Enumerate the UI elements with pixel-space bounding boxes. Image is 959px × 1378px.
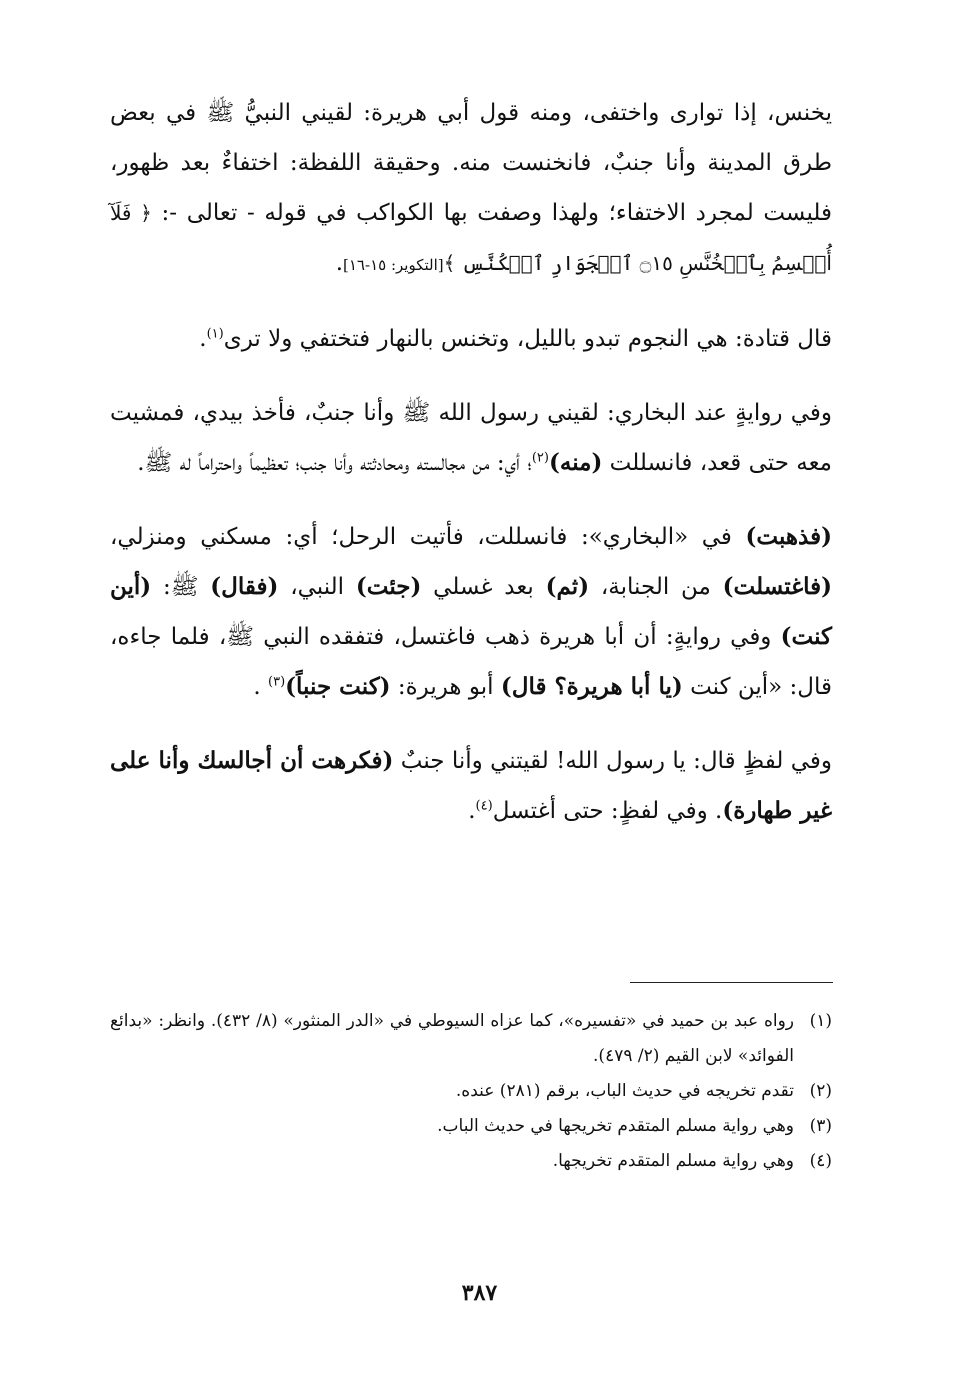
punctuation: . — [468, 798, 476, 824]
footnote-marker[interactable]: (٤) — [475, 798, 493, 814]
footnote-item — [110, 1144, 832, 1179]
paragraph-text: قال قتادة: هي النجوم تبدو بالليل، وتخنس بالنهار فتختفي ولا ترى — [223, 326, 832, 352]
paragraph-text: من الجنابة، — [600, 574, 711, 600]
punctuation: . — [335, 250, 344, 276]
footnote-number: (١) — [809, 1011, 832, 1031]
paragraph-text: وفي روايةٍ عند البخاري: لقيني رسول الله ﷺ وأنا جنبٌ، فأخذ بيدي، فمشيت معه حتى قعد، فانسللت — [110, 400, 832, 476]
footnote-text: رواه عبد بن حميد في «تفسيره»، كما عزاه السيوطي في «الدر المنثور» (٨/ ٤٣٢). وانظر: «بدائع الفوائد» لابن القيم (٢/ ٤٧٩). — [110, 1011, 794, 1066]
footnote-marker[interactable]: (٢) — [531, 450, 549, 466]
verse-reference: [التكوير: ١٥-١٦] — [343, 256, 444, 274]
footnote-item — [110, 1074, 832, 1109]
paragraph-text: يخنس، إذا توارى واختفى، ومنه قول أبي هريرة: لقيني النبيُّ ﷺ في بعض طرق المدينة وأنا جنبٌ، فانخنست منه. وحقيقة اللفظة: اختفاءٌ بعد ظهور، فليست لمجرد الاختفاء؛ ولهذا وصفت بها الكواكب في قوله - تعالى -: — [110, 100, 833, 226]
bold-phrase: (كنت جنباً) — [285, 673, 391, 700]
paragraph-text: النبي، — [290, 574, 345, 600]
paragraph-text: ؛ أي: من مجالسته ومحادثته وأنا جنب؛ تعظيماً واحتراماً له ﷺ. — [137, 450, 532, 476]
paragraph-text: ﷺ: — [162, 574, 199, 600]
paragraph-text: بعد غسلي — [433, 574, 534, 600]
punctuation: . — [199, 326, 207, 352]
footnote-number: (٢) — [809, 1081, 832, 1101]
footnote-marker[interactable]: (٣) — [268, 674, 286, 690]
bold-phrase: (أين كنت) — [110, 573, 832, 650]
paragraph-1 — [110, 88, 832, 290]
footnote-number: (٤) — [809, 1151, 832, 1171]
footnote-item — [110, 1109, 832, 1144]
bold-phrase: (فقال) — [210, 573, 279, 600]
bold-phrase: (منه) — [548, 449, 603, 476]
bold-phrase: (ثم) — [545, 573, 590, 600]
paragraph-3 — [110, 388, 832, 488]
paragraph-text: في «البخاري»: فانسللت، فأتيت الرحل؛ أي: مسكني ومنزلي، — [110, 524, 732, 550]
footnote-text: وهي رواية مسلم المتقدم تخريجها. — [552, 1151, 794, 1171]
paragraph-text: . وفي لفظٍ: حتى أغتسل — [492, 798, 723, 824]
paragraph-text: وفي لفظٍ قال: يا رسول الله! لقيتني وأنا جنبٌ — [400, 748, 833, 774]
footnote-marker[interactable]: (١) — [206, 326, 224, 342]
footnote-separator — [630, 982, 833, 983]
paragraph-text: وفي روايةٍ: أن أبا هريرة ذهب فاغتسل، فتفقده النبي ﷺ، فلما جاءه، قال: «أين كنت — [110, 624, 832, 700]
paragraph-4 — [110, 512, 832, 712]
bold-phrase: (يا أبا هريرة؟ قال) — [500, 673, 683, 700]
paragraph-5 — [110, 736, 832, 836]
bold-phrase: (جئت) — [355, 573, 422, 600]
punctuation: . — [253, 674, 261, 700]
bold-phrase: (فاغتسلت) — [722, 573, 833, 600]
footnote-number: (٣) — [809, 1116, 832, 1136]
page-number: ٣٨٧ — [461, 1280, 498, 1306]
footnote-item — [110, 1004, 832, 1074]
paragraph-2 — [110, 314, 832, 364]
footnote-text: تقدم تخريجه في حديث الباب، برقم (٢٨١) عنده. — [455, 1081, 794, 1101]
paragraph-text: أبو هريرة: — [397, 674, 494, 700]
quran-verse: ﴿ فَلَآ أُقۡسِمُ بِٱلۡخُنَّسِ ۝١٥ ٱلۡجَوَارِ ٱلۡكُنَّسِ ﴾ — [110, 201, 832, 275]
footnotes — [110, 1004, 832, 1179]
main-text — [110, 88, 832, 836]
bold-phrase: (فكرهت أن أجالسك وأنا على غير طهارة) — [110, 747, 832, 824]
footnote-text: وهي رواية مسلم المتقدم تخريجها في حديث الباب. — [437, 1116, 794, 1136]
bold-phrase: (فذهبت) — [745, 523, 832, 550]
